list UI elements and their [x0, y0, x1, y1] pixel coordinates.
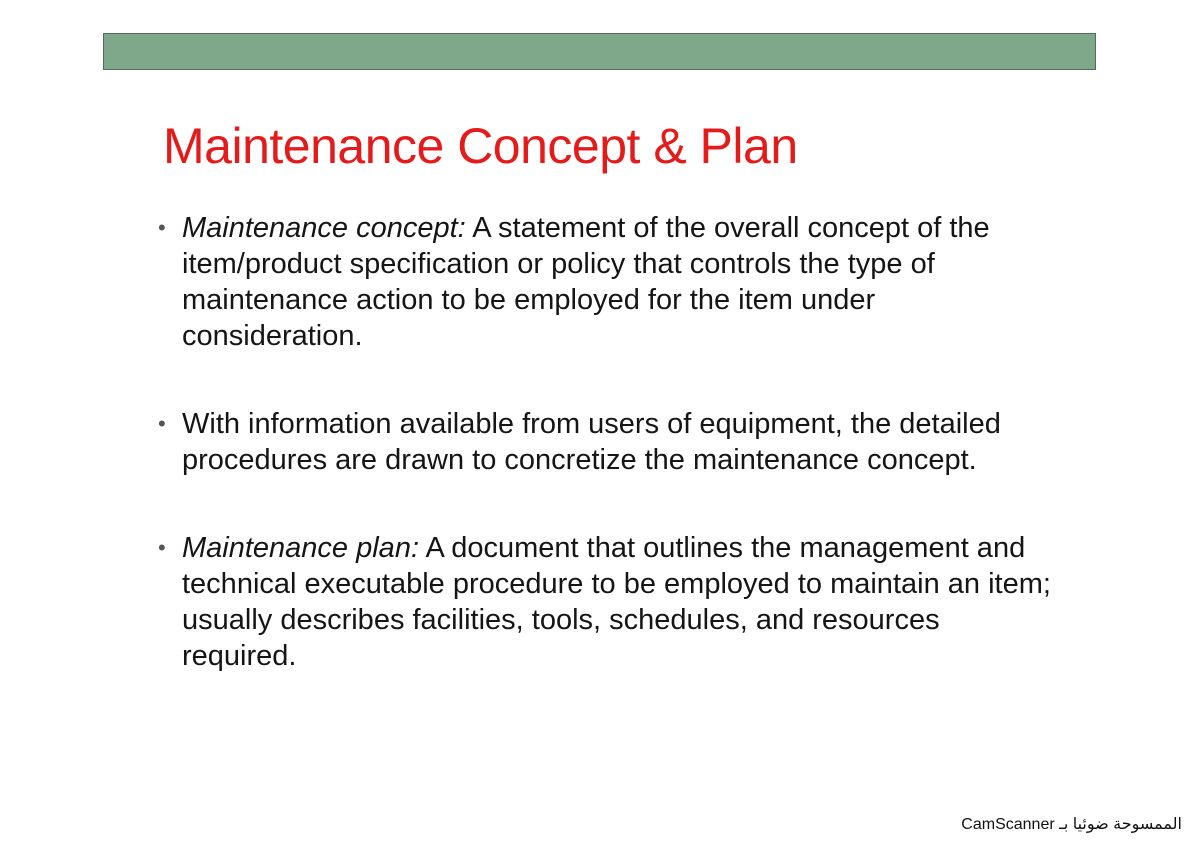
bullet-body: A document that outlines the management and technical executable procedure to be employed to maintain an item; usually describes facilities, tools, schedules, and resources required.	[182, 532, 1051, 672]
bullet-item	[158, 210, 1058, 354]
bullet-body: With information available from users of equipment, the detailed procedures are drawn to concretize the maintenance concept.	[182, 408, 1001, 476]
scanner-watermark: CamScanner الممسوحة ضوئيا بـ	[961, 816, 1182, 833]
bullet-term: Maintenance plan:	[182, 532, 419, 564]
bullet-term: Maintenance concept:	[182, 212, 466, 244]
bullet-dot-icon: •	[158, 535, 166, 560]
header-bar	[103, 33, 1096, 70]
bullet-item	[158, 406, 1058, 478]
bullet-item	[158, 530, 1058, 674]
bullet-text	[182, 210, 1058, 354]
bullet-body: A statement of the overall concept of the item/product specification or policy that controls the type of maintenance action to be employed for the item under consideration.	[182, 212, 990, 352]
bullet-list	[158, 210, 1058, 674]
bullet-dot-icon: •	[158, 411, 166, 436]
slide-title: Maintenance Concept & Plan	[163, 118, 798, 174]
bullet-text	[182, 530, 1058, 674]
bullet-text	[182, 406, 1058, 478]
bullet-dot-icon: •	[158, 215, 166, 240]
